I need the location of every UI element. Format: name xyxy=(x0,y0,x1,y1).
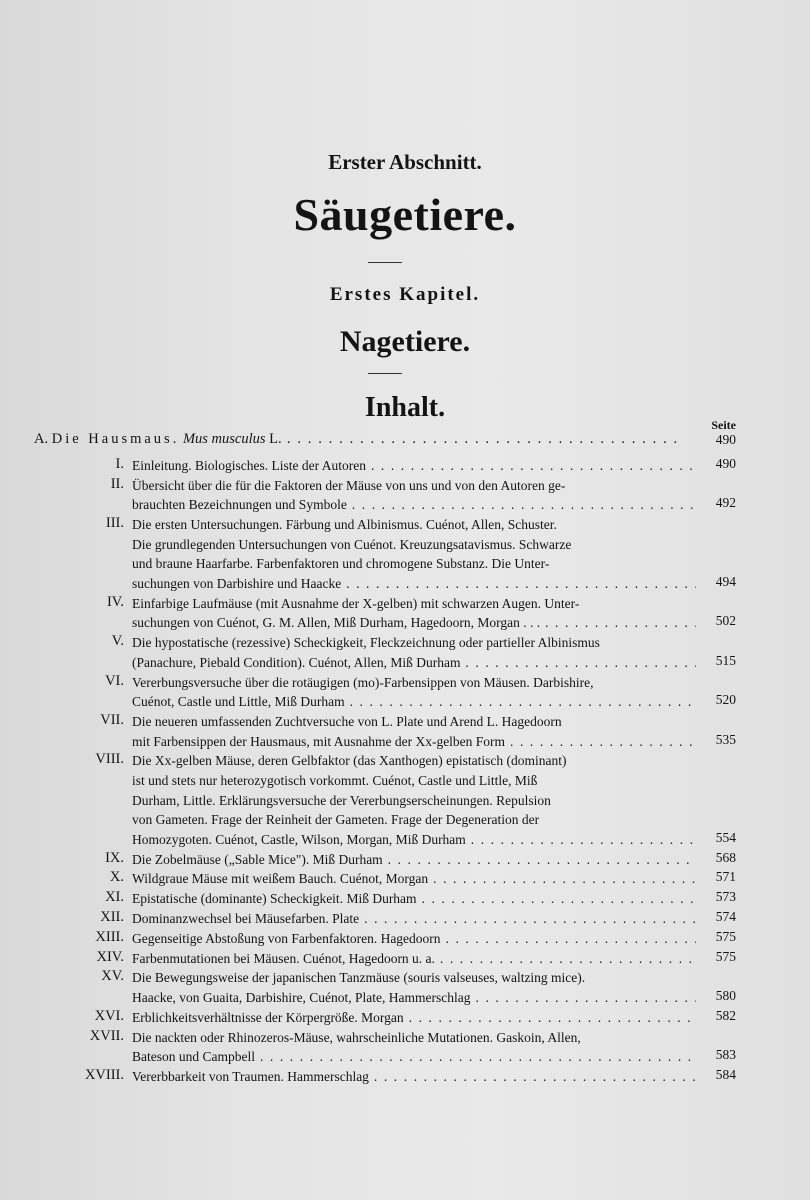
toc-entry-number: X. xyxy=(109,869,124,886)
divider xyxy=(368,262,402,263)
toc-entry-title xyxy=(132,515,696,593)
toc-entry-number: III. xyxy=(105,515,124,532)
toc-entry-number: XI. xyxy=(105,889,124,906)
toc-entry-page: 502 xyxy=(715,613,736,629)
toc-entry-line: (Panachure, Piebald Condition). Cuénot, Allen, Miß Durham . . . xyxy=(132,653,696,673)
toc-entry-page: 515 xyxy=(715,652,736,668)
toc-entry-page: 535 xyxy=(715,731,736,747)
page-title: Säugetiere. xyxy=(293,189,517,240)
toc-entry-line: brauchten Bezeichnungen und Symbole . . . xyxy=(132,495,696,515)
chapter-heading: Erstes Kapitel. xyxy=(329,284,481,305)
page-column-label: Seite xyxy=(711,418,736,432)
toc-entry-page: 490 xyxy=(715,456,736,471)
toc-entry-number: IX. xyxy=(105,849,124,866)
toc-entry-page: 583 xyxy=(715,1047,736,1063)
toc-entry-line: Die Bewegungsweise der japanischen Tanzmäuse (souris valseuses, waltzing mice). xyxy=(132,970,586,986)
toc-entry-line: Wildgraue Mäuse mit weißem Bauch. Cuénot, Morgan . . . xyxy=(132,869,696,889)
toc-entry-number: XVIII. xyxy=(84,1067,124,1083)
toc-entry-line: Farbenmutationen bei Mäusen. Cuénot, Hagedoorn u. a. . . . xyxy=(132,949,696,969)
toc-entry-line: Die ersten Untersuchungen. Färbung und Albinismus. Cuénot, Allen, Schuster. xyxy=(132,517,557,533)
toc-entry-page: 554 xyxy=(715,829,736,845)
toc-entry-title xyxy=(132,594,696,633)
toc-entry-line: Cuénot, Castle und Little, Miß Durham . . . xyxy=(132,692,696,712)
toc-entry-line: Erblichkeitsverhältnisse der Körpergröße. Morgan . . . xyxy=(132,1008,696,1028)
part-latin-name: Mus musculus xyxy=(182,431,266,447)
part-author: L. xyxy=(269,431,282,447)
toc-entry-title xyxy=(132,1008,696,1028)
toc-entry-page: 573 xyxy=(715,889,736,905)
toc-entry-line: Übersicht über die für die Faktoren der Mäuse von uns und von den Autoren ge- xyxy=(132,477,566,493)
toc-entry-line: Die Xx-gelben Mäuse, deren Gelbfaktor (das Xanthogen) epistatisch (dominant) xyxy=(132,753,567,769)
toc-entry-line: Gegenseitige Abstoßung von Farbenfaktoren. Hagedoorn . . . xyxy=(132,929,696,949)
toc-entry-page: 520 xyxy=(715,692,736,708)
toc-entry-number: VI. xyxy=(105,672,124,689)
part-name: Die Hausmaus. xyxy=(51,431,180,447)
toc-entry-number: XVI. xyxy=(94,1007,124,1024)
toc-entry-title xyxy=(132,968,696,1007)
toc-entry-title xyxy=(132,850,696,870)
toc-entry-page: 494 xyxy=(715,573,736,589)
toc-entry-title xyxy=(132,751,696,849)
toc-entry-line: Die grundlegenden Untersuchungen von Cuénot. Kreuzungsatavismus. Schwarze xyxy=(132,536,572,552)
toc-entry-title xyxy=(132,456,696,476)
toc-entry-number: IV. xyxy=(106,593,124,610)
toc-entry-line: Die hypostatische (rezessive) Scheckigkeit, Fleckzeichnung oder partieller Albinismus xyxy=(132,635,600,651)
toc-entry-title xyxy=(132,1028,696,1067)
toc-entry-title xyxy=(132,889,696,909)
toc-entry-title xyxy=(132,476,696,515)
toc-entry-line: Bateson und Campbell . . . xyxy=(132,1047,696,1067)
toc-entry-number: VIII. xyxy=(95,751,124,768)
part-a-heading xyxy=(34,431,684,448)
toc-entry-line: Dominanzwechsel bei Mäusefarben. Plate . . . xyxy=(132,909,696,929)
toc-entry-page: 582 xyxy=(715,1007,736,1023)
contents-heading: Inhalt. xyxy=(364,392,446,423)
toc-entry-line: und braune Haarfarbe. Farbenfaktoren und chromogene Substanz. Die Unter- xyxy=(132,556,550,572)
toc-entry-number: VII. xyxy=(100,712,124,728)
toc-entry-number: XV. xyxy=(101,968,124,985)
toc-entry-number: V. xyxy=(111,633,124,650)
toc-entry-page: 580 xyxy=(715,987,736,1003)
toc-entry-title xyxy=(132,633,696,672)
toc-entry-line: Durham, Little. Erklärungsversuche der Vererbungserscheinungen. Repulsion xyxy=(132,792,551,808)
toc-entry-line: Vererbbarkeit von Traumen. Hammerschlag . . . xyxy=(132,1067,696,1087)
toc-entry-title xyxy=(132,909,696,929)
part-label: A. xyxy=(34,431,49,447)
part-a-page: 490 xyxy=(715,432,736,447)
toc-entry-title xyxy=(132,673,696,712)
toc-entry-line: Epistatische (dominante) Scheckigkeit. Miß Durham . . . xyxy=(132,889,696,909)
toc-entry-number: XII. xyxy=(100,909,124,925)
toc-entry-line: von Gameten. Frage der Reinheit der Gameten. Frage der Degeneration der xyxy=(132,812,540,828)
toc-entry-page: 575 xyxy=(715,928,736,944)
toc-entry-title xyxy=(132,712,696,751)
toc-entry-title xyxy=(132,869,696,889)
toc-entry-line: suchungen von Darbishire und Haacke . . . xyxy=(132,574,696,594)
toc-entry-line: suchungen von Cuénot, G. M. Allen, Miß Durham, Hagedoorn, Morgan . . . . . . xyxy=(132,613,696,633)
toc-entry-page: 574 xyxy=(715,909,736,924)
toc-entry-line: ist und stets nur heterozygotisch vorkommt. Cuénot, Castle und Little, Miß xyxy=(132,772,538,788)
toc-entry-title xyxy=(132,929,696,949)
toc-entry-page: 492 xyxy=(715,495,736,511)
toc-entry-number: XVII. xyxy=(89,1027,124,1044)
toc-entry-number: XIV. xyxy=(96,948,124,965)
toc-entry-number: XIII. xyxy=(95,928,124,945)
toc-entry-line: Vererbungsversuche über die rotäugigen (mo)-Farbensippen von Mäusen. Darbishire, xyxy=(132,674,594,690)
toc-entry-line: Die neueren umfassenden Zuchtversuche von L. Plate und Arend L. Hagedoorn xyxy=(132,714,562,729)
toc-entry-page: 568 xyxy=(715,849,736,865)
divider xyxy=(368,373,402,374)
toc-entry-page: 584 xyxy=(715,1067,736,1082)
toc-entry-line: Homozygoten. Cuénot, Castle, Wilson, Morgan, Miß Durham . . . xyxy=(132,830,696,850)
chapter-title: Nagetiere. xyxy=(339,325,471,358)
toc-entry-line: Einfarbige Laufmäuse (mit Ausnahme der X-gelben) mit schwarzen Augen. Unter- xyxy=(132,595,580,611)
toc-entry-number: I. xyxy=(115,456,124,472)
toc-entry-page: 575 xyxy=(715,948,736,964)
toc-entry-page: 571 xyxy=(715,869,736,885)
toc-entry-line: Die nackten oder Rhinozeros-Mäuse, wahrscheinliche Mutationen. Gaskoin, Allen, xyxy=(132,1029,581,1045)
toc-entry-line: mit Farbensippen der Hausmaus, mit Ausnahme der Xx-gelben Form . . . xyxy=(132,732,696,752)
toc-entry-line: Einleitung. Biologisches. Liste der Autoren . . . xyxy=(132,456,696,476)
toc-entry-title xyxy=(132,1067,696,1087)
toc-entry-number: II. xyxy=(110,475,124,492)
toc-entry-line: Haacke, von Guaita, Darbishire, Cuénot, Plate, Hammerschlag . . . xyxy=(132,988,696,1008)
section-heading: Erster Abschnitt. xyxy=(328,150,482,174)
toc-entry-title xyxy=(132,949,696,969)
toc-entry-line: Die Zobelmäuse („Sable Mice"). Miß Durham . . . xyxy=(132,850,696,870)
